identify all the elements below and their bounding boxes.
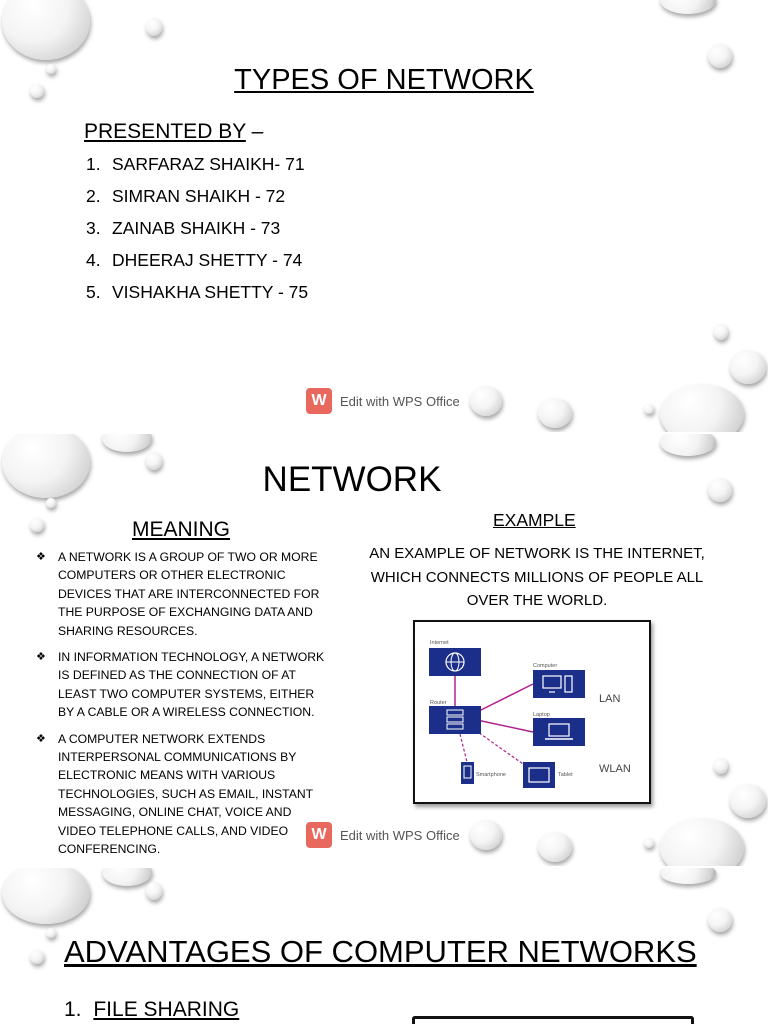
slide-title: ADVANTAGES OF COMPUTER NETWORKS [64,934,697,969]
list-item [36,730,328,859]
diamond-bullet-icon: ❖ [36,732,46,745]
tablet-label: Tablet [558,772,573,778]
link-router-smartphone [460,734,467,762]
wps-logo-icon: W [306,822,332,848]
water-drop-decoration [660,0,716,14]
water-drop-decoration [102,434,152,452]
example-heading: EXAMPLE [493,510,576,530]
water-drop-decoration [46,928,56,938]
laptop-label: Laptop [533,712,550,718]
internet-label: Internet [430,640,449,646]
laptop-node [533,718,585,746]
list-item [86,186,308,218]
link-router-computer [477,684,533,712]
router-label: Router [430,700,447,706]
image-frame [412,1016,694,1024]
presented-by-label: PRESENTED BY [84,120,246,143]
list-item [86,282,308,314]
list-item [36,648,328,722]
lan-label: LAN [599,693,621,705]
water-drop-decoration [714,758,728,774]
list-number: 1. [86,154,101,174]
member-name: VISHAKHA SHETTY - 75 [112,282,309,302]
list-item [86,218,308,250]
water-drop-decoration [30,950,44,964]
link-router-tablet [475,730,523,764]
smartphone-label: Smartphone [476,772,506,778]
list-item [36,548,328,640]
presented-by-heading [84,120,263,144]
wlan-label: WLAN [599,763,631,775]
water-drop-decoration [538,832,572,862]
water-drop-decoration [660,384,744,432]
water-drop-decoration [644,838,654,848]
water-drop-decoration [2,868,90,924]
network-diagram-svg [415,622,649,802]
tablet-node [523,762,555,788]
computer-label: Computer [533,663,558,669]
water-drop-decoration [730,784,766,818]
water-drop-decoration [146,882,162,900]
water-drop-decoration [146,18,162,36]
water-drop-decoration [660,434,716,456]
computer-node [533,670,585,698]
list-number: 3. [86,218,101,238]
list-number: 1. [64,998,82,1021]
water-drop-decoration [660,868,716,884]
water-drop-decoration [708,478,732,502]
member-name: ZAINAB SHAIKH - 73 [112,218,281,238]
slide-advantages [0,868,768,1024]
member-name: SARFARAZ SHAIKH- 71 [112,154,305,174]
water-drop-decoration [30,518,44,532]
bullet-text: A NETWORK IS A GROUP OF TWO OR MORE COMPUTERS OR OTHER ELECTRONIC DEVICES THAT ARE INTERCONNECTED FOR THE PURPOSE OF EXCHANGING DATA AND SHARING RESOURCES. [58,550,320,638]
slide-title: TYPES OF NETWORK [234,64,534,96]
water-drop-decoration [102,868,152,886]
presented-by-dash: – [245,120,264,143]
list-item [86,250,308,282]
diamond-bullet-icon: ❖ [36,551,46,563]
water-drop-decoration [714,324,728,340]
list-item [64,998,239,1022]
water-drop-decoration [730,350,766,384]
list-number: 2. [86,186,101,206]
member-name: SIMRAN SHAIKH - 72 [112,186,286,206]
example-text: AN EXAMPLE OF NETWORK IS THE INTERNET, WHICH CONNECTS MILLIONS OF PEOPLE ALL OVER THE WORLD. [369,545,705,609]
slide-network [0,434,768,866]
meaning-bullet-list [36,548,328,866]
smartphone-node [461,762,474,784]
water-drop-decoration [470,820,502,850]
member-name: DHEERAJ SHETTY - 74 [112,250,303,270]
wps-label: Edit with WPS Office [340,827,460,843]
water-drop-decoration [660,818,744,866]
link-router-laptop [477,720,533,732]
wps-watermark[interactable] [306,388,460,414]
advantage-text: FILE SHARING [93,998,240,1021]
network-diagram [413,620,651,804]
member-list [86,154,308,314]
bullet-text: A COMPUTER NETWORK EXTENDS INTERPERSONAL COMMUNICATIONS BY ELECTRONIC MEANS WITH VARIOUS TECHNOLOGIES, SUCH AS EMAIL, INSTANT MESSAGING, ONLINE CHAT, VOICE AND VIDEO TELEPHONE CALLS, AND VIDEO CONFERENCING. [58,731,313,857]
water-drop-decoration [708,908,732,932]
wps-watermark[interactable] [306,822,460,848]
wps-label: Edit with WPS Office [340,393,460,409]
slide-types-of-network [0,0,768,432]
bullet-text: IN INFORMATION TECHNOLOGY, A NETWORK IS DEFINED AS THE CONNECTION OF AT LEAST TWO COMPUTER SYSTEMS, EITHER BY A CABLE OR A WIRELESS CONNECTION. [58,650,325,720]
water-drop-decoration [538,398,572,428]
water-drop-decoration [470,386,502,416]
water-drop-decoration [2,0,90,60]
slide-title: NETWORK [262,460,442,499]
diamond-bullet-icon: ❖ [36,651,46,664]
list-number: 5. [86,282,101,302]
water-drop-decoration [644,404,654,414]
meaning-heading: MEANING [132,518,231,541]
wps-logo-icon: W [306,388,332,414]
list-item [86,154,308,186]
list-number: 4. [86,250,101,270]
